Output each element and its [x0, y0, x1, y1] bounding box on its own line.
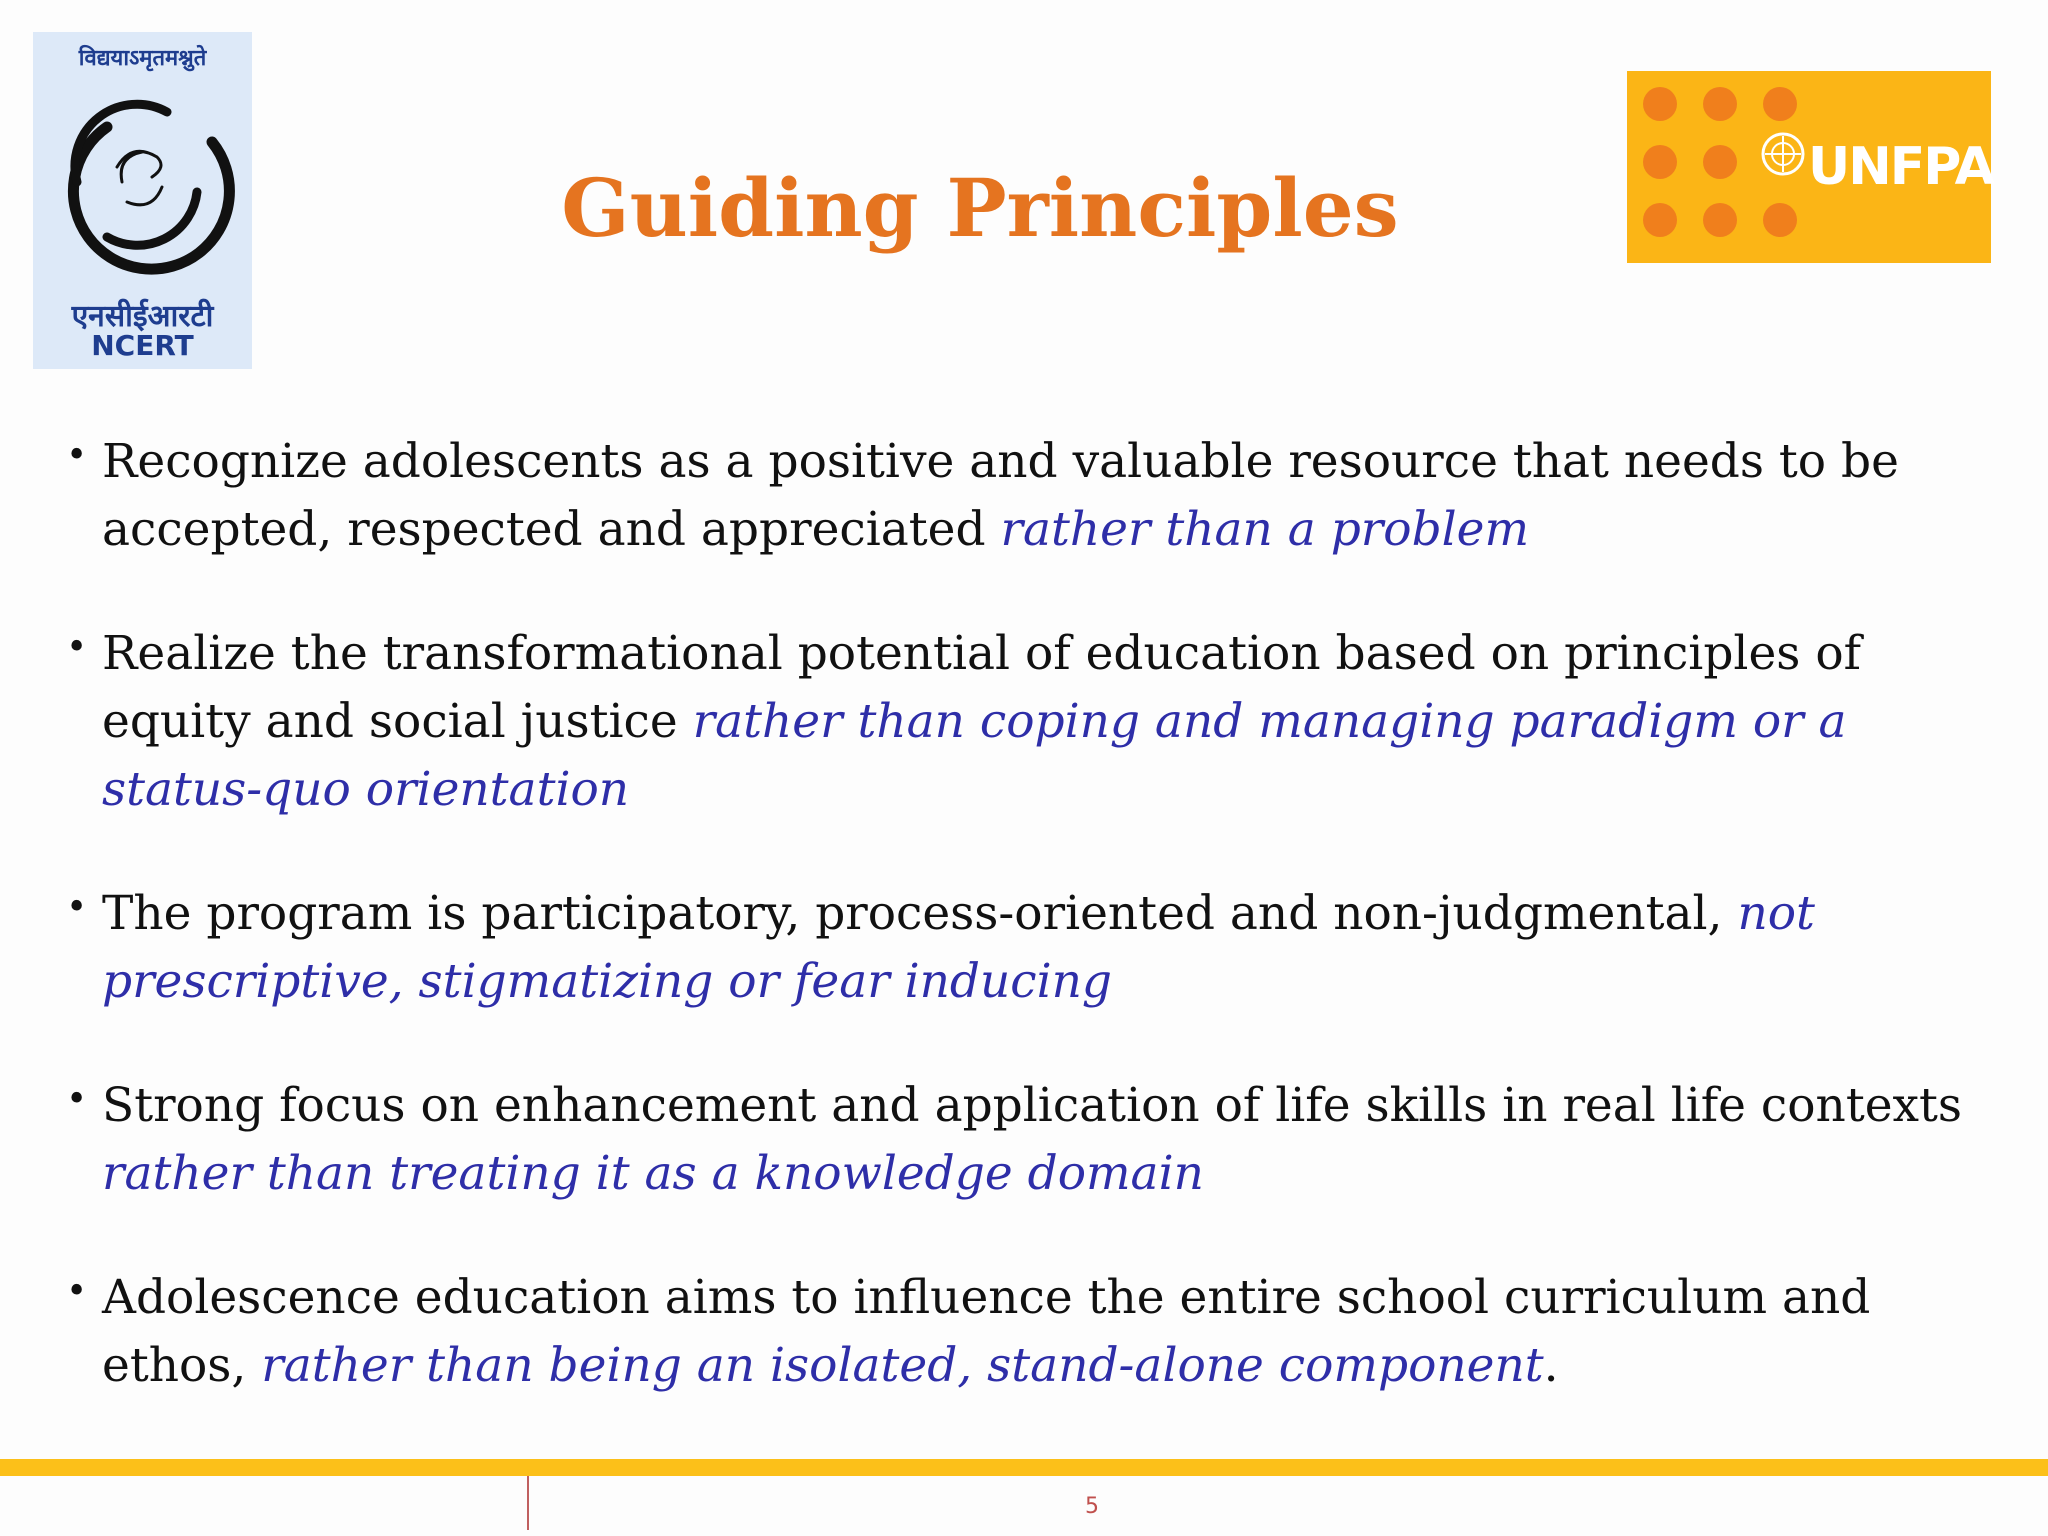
- bullet-icon: •: [66, 1271, 88, 1312]
- slide-title: Guiding Principles: [561, 161, 1399, 255]
- bullet-text: The program is participatory, process-oriented and non-judgmental,: [102, 886, 1723, 941]
- ncert-name: NCERT: [91, 329, 194, 362]
- bullet-item: [60, 620, 2020, 824]
- ncert-motto: विद्ययाऽमृतमश्नुते: [78, 46, 207, 71]
- bullet-item: [60, 1264, 2020, 1400]
- bullet-item: [60, 1072, 2020, 1208]
- ncert-hindi-name: एनसीईआरटी: [71, 299, 214, 334]
- bullet-text: Strong focus on enhancement and application of life skills in real life contexts: [102, 1078, 1963, 1133]
- bullet-end: .: [1543, 1338, 1559, 1393]
- bullet-contrast-text: rather than treating it as a knowledge domain: [102, 1146, 1204, 1201]
- bullet-icon: •: [66, 435, 88, 476]
- bullet-contrast-text: rather than a problem: [1000, 502, 1530, 557]
- bullet-text: Recognize adolescents as a positive and valuable resource that needs to be accepted, respected and appreciated: [102, 434, 1899, 557]
- page-number: 5: [1085, 1494, 1099, 1519]
- unfpa-dot: [1763, 87, 1797, 121]
- bullet-icon: •: [66, 887, 88, 928]
- bullet-contrast-text: rather than being an isolated, stand-alone component: [261, 1338, 1544, 1393]
- unfpa-dot: [1643, 87, 1677, 121]
- bullet-icon: •: [66, 627, 88, 668]
- bullet-item: [60, 880, 2020, 1016]
- bullet-text: Adolescence education aims to influence the entire school curriculum and ethos,: [102, 1270, 1871, 1393]
- unfpa-brand: UNFPA: [1808, 137, 1993, 197]
- bullet-icon: •: [66, 1079, 88, 1120]
- footer-divider: [527, 1476, 529, 1530]
- bullet-contrast-text: rather than coping and managing paradigm or a status-quo orientation: [102, 694, 1847, 817]
- bullet-item: [60, 428, 2020, 564]
- footer-bar: [0, 1459, 2048, 1476]
- bullet-contrast-text: not prescriptive, stigmatizing or fear inducing: [102, 886, 1815, 1009]
- bullet-list: [60, 428, 2020, 1456]
- bullet-text: Realize the transformational potential of education based on principles of equity and social justice: [102, 626, 1862, 749]
- unfpa-dot: [1703, 87, 1737, 121]
